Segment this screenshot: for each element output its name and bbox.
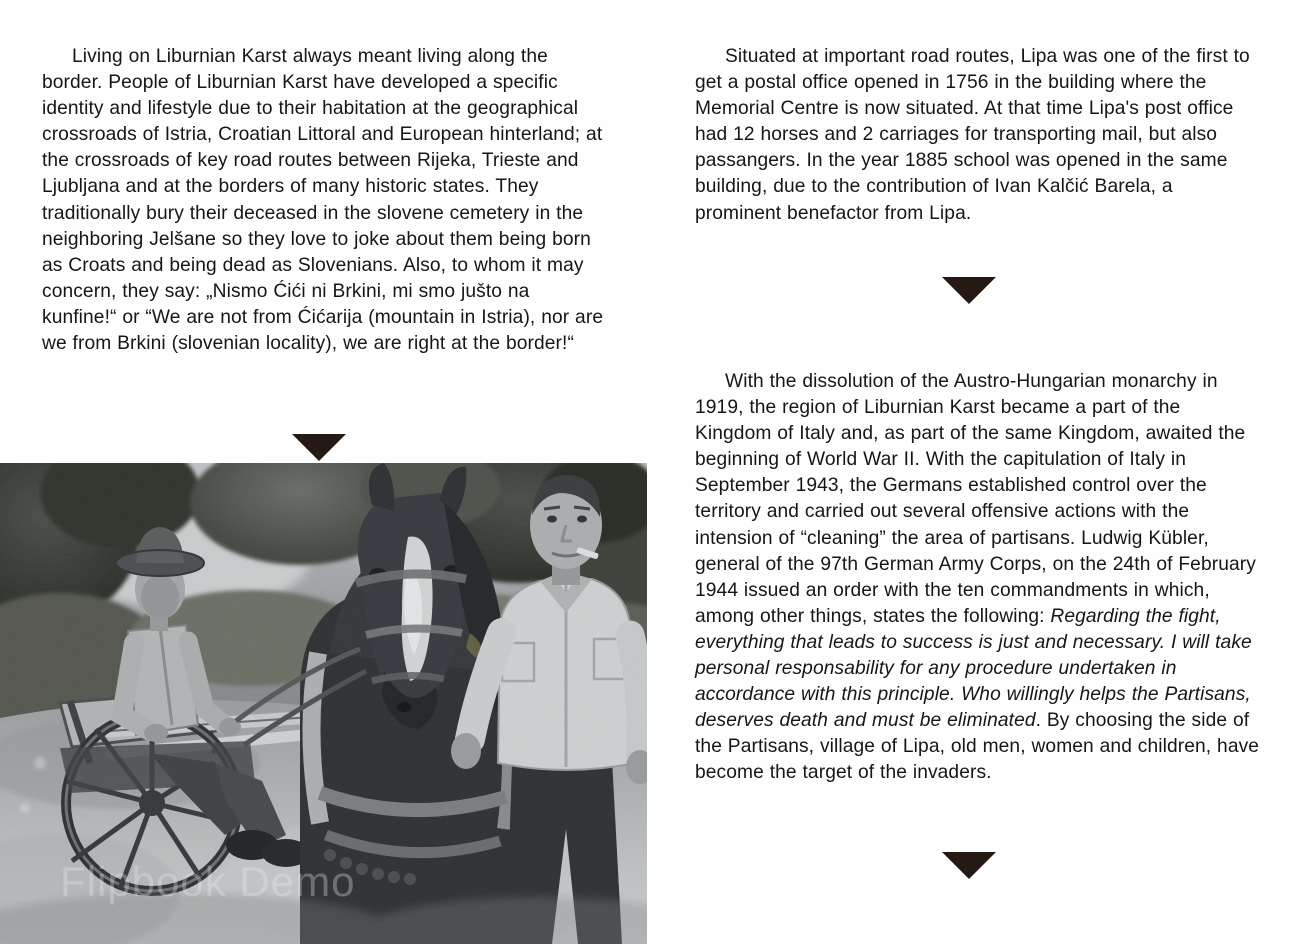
down-triangle-icon-right-1 [942, 277, 996, 304]
right-text-column-2 [695, 369, 1261, 787]
right-paragraph-2-quote: Regarding the fight, everything that leads to success is just and necessary. I will take personal responsability for any procedure undertaken in accordance with this principle. Who willingly helps the Partisans, deserves death and must be eliminated [695, 605, 1252, 732]
photograph-image [0, 463, 647, 944]
right-paragraph-2-tail: . By choosing the side of the Partisans, village of Lipa, old men, women and children, have become the target of the invaders. [695, 710, 1260, 784]
left-text-column [42, 44, 608, 357]
down-triangle-icon-left [292, 434, 346, 461]
down-triangle-icon-right-2 [942, 852, 996, 879]
historical-photograph [0, 463, 647, 944]
right-text-column [695, 44, 1261, 227]
right-paragraph-1: Situated at important road routes, Lipa was one of the first to get a postal office opened in 1756 in the building where the Memorial Centre is now situated. At that time Lipa's post office had 12 horses and 2 carriages for transporting mail, but also passangers. In the year 1885 school was opened in the same building, due to the contribution of Ivan Kalčić Barela, a prominent benefactor from Lipa. [695, 46, 1250, 224]
left-paragraph-1: Living on Liburnian Karst always meant living along the border. People of Liburnian Karst have developed a specific identity and lifestyle due to their habitation at the geographical crossroads of Istria, Croatian Littoral and European hinterland; at the crossroads of key road routes between Rijeka, Trieste and Ljubljana and at the borders of many historic states. They traditionally bury their deceased in the slovene cemetery in the neighboring Jelšane so they love to joke about them being born as Croats and being dead as Slovenians. Also, to whom it may concern, they say: „Nismo Ćići ni Brkini, mi smo jušto na kunfine!“ or “We are not from Ćićarija (mountain in Istria), nor are we from Brkini (slovenian locality), we are right at the border!“ [42, 46, 604, 355]
right-paragraph-2 [695, 369, 1261, 787]
right-paragraph-2-lead: With the dissolution of the Austro-Hungarian monarchy in 1919, the region of Liburnian Karst became a part of the Kingdom of Italy and, as part of the same Kingdom, awaited the beginning of World War II. With the capitulation of Italy in September 1943, the Germans established control over the territory and carried out several offensive actions with the intension of “cleaning” the area of partisans. Ludwig Kübler, general of the 97th German Army Corps, on the 24th of February 1944 issued an order with the ten commandments in which, among other things, states the following: [695, 371, 1256, 627]
photo-watermark: Flipbook Demo [60, 858, 356, 905]
